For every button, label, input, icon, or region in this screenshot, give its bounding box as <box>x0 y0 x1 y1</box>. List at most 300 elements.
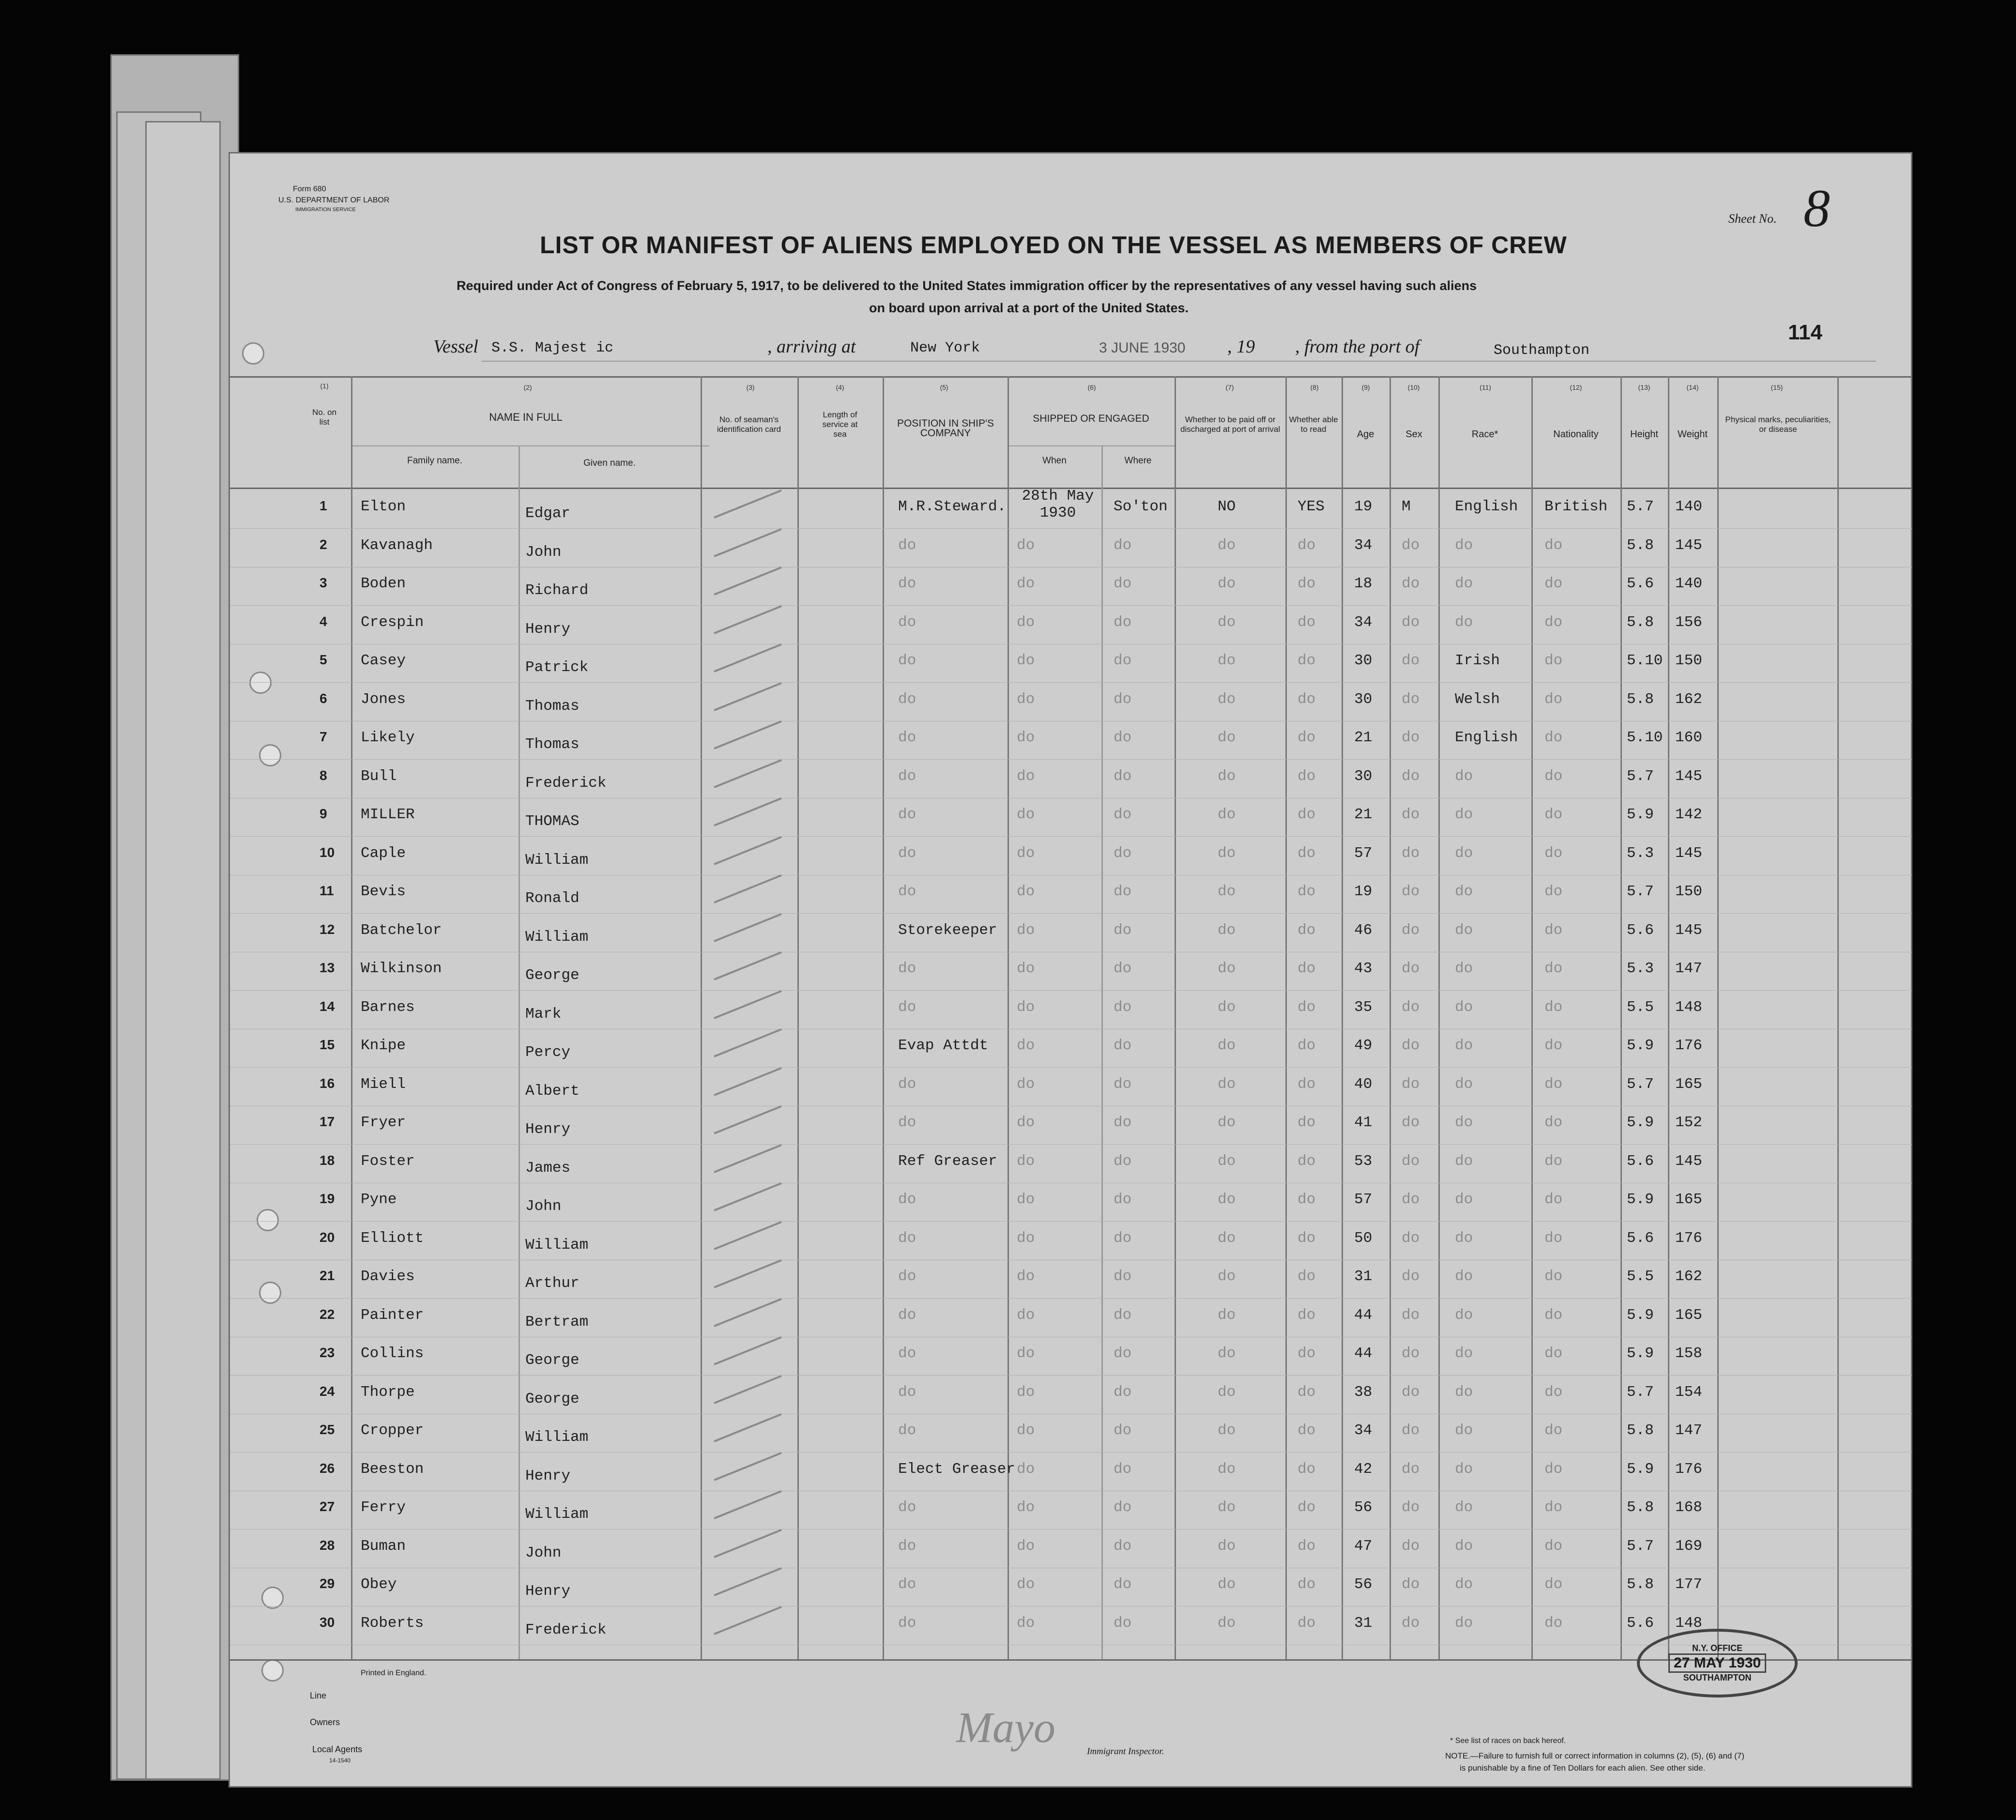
height: 5.10 <box>1627 729 1663 746</box>
race: do <box>1455 767 1473 785</box>
height: 5.3 <box>1627 960 1654 977</box>
shipped-when: do <box>1017 1306 1035 1324</box>
row-number: 14 <box>320 998 335 1014</box>
header-nationality: Nationality <box>1553 429 1599 440</box>
shipped-where: do <box>1114 1576 1132 1593</box>
height: 5.8 <box>1627 690 1654 708</box>
position: do <box>898 1383 916 1401</box>
table-row <box>230 1301 1912 1338</box>
paid-off: do <box>1218 729 1236 746</box>
paid-off: do <box>1218 1306 1236 1324</box>
paid-off: do <box>1218 883 1236 900</box>
check-mark <box>714 1606 782 1635</box>
vessel-label: Vessel <box>433 336 478 357</box>
row-rule <box>230 1375 1912 1376</box>
race: Irish <box>1455 652 1500 669</box>
weight: 145 <box>1675 767 1702 785</box>
able-to-read: do <box>1298 1268 1316 1285</box>
shipped-where: do <box>1114 1114 1132 1131</box>
position: Elect Greaser <box>898 1460 1015 1478</box>
weight: 165 <box>1675 1075 1702 1093</box>
row-number: 28 <box>320 1537 335 1553</box>
family-name: Beeston <box>361 1460 424 1478</box>
able-to-read: do <box>1298 844 1316 862</box>
nationality: do <box>1544 998 1563 1016</box>
age: 19 <box>1354 498 1373 515</box>
nationality: do <box>1544 1614 1563 1632</box>
race: do <box>1455 1268 1473 1285</box>
check-mark <box>714 1298 782 1327</box>
row-number: 12 <box>320 921 335 937</box>
family-name: Jones <box>361 690 406 708</box>
row-number: 16 <box>320 1075 335 1091</box>
shipped-when: do <box>1017 998 1035 1016</box>
stamp-bottom: SOUTHAMPTON <box>1683 1673 1752 1682</box>
header-sex: Sex <box>1405 429 1422 440</box>
weight: 162 <box>1675 690 1702 708</box>
stamp-top: N.Y. OFFICE <box>1692 1643 1742 1653</box>
sex: do <box>1402 806 1420 823</box>
header-age: Age <box>1357 429 1375 440</box>
row-rule <box>230 528 1912 529</box>
nationality: do <box>1544 1037 1563 1054</box>
sex: do <box>1402 1383 1420 1401</box>
paid-off: do <box>1218 1075 1236 1093</box>
age: 44 <box>1354 1306 1373 1324</box>
table-row <box>230 1262 1912 1299</box>
sex: do <box>1402 1345 1420 1362</box>
age: 34 <box>1354 1422 1373 1439</box>
footer-line-label: Line <box>310 1691 327 1700</box>
table-row <box>230 1455 1912 1492</box>
able-to-read: do <box>1298 575 1316 592</box>
check-mark <box>714 1221 782 1250</box>
race: do <box>1455 1460 1473 1478</box>
age: 21 <box>1354 806 1373 823</box>
able-to-read: do <box>1298 1499 1316 1516</box>
able-to-read: do <box>1298 1537 1316 1555</box>
height: 5.7 <box>1627 1537 1654 1555</box>
height: 5.7 <box>1627 498 1654 515</box>
height: 5.7 <box>1627 1075 1654 1093</box>
header-position: POSITION IN SHIP'S COMPANY <box>897 418 994 439</box>
height: 5.8 <box>1627 613 1654 631</box>
row-number: 10 <box>320 844 335 860</box>
row-number: 17 <box>320 1114 335 1129</box>
given-name: George <box>525 1352 580 1369</box>
table-row <box>230 646 1912 683</box>
shipped-subheader-rule <box>1008 445 1175 446</box>
form-number: Form 680 <box>293 185 326 193</box>
sex: do <box>1402 652 1420 669</box>
table-top-rule <box>230 376 1912 378</box>
paid-off: do <box>1218 767 1236 785</box>
table-row <box>230 993 1912 1030</box>
paid-off: do <box>1218 1268 1236 1285</box>
age: 49 <box>1354 1037 1373 1054</box>
weight: 145 <box>1675 1152 1702 1170</box>
family-name: Thorpe <box>361 1383 415 1401</box>
row-number: 21 <box>320 1268 335 1283</box>
height: 5.7 <box>1627 883 1654 900</box>
position: do <box>898 575 916 592</box>
shipped-where: do <box>1114 1383 1132 1401</box>
family-name: Knipe <box>361 1037 406 1054</box>
position: do <box>898 998 916 1016</box>
family-name: Casey <box>361 652 406 669</box>
column-number: (3) <box>746 383 755 391</box>
vessel-underline <box>482 361 1876 362</box>
height: 5.6 <box>1627 1614 1654 1632</box>
able-to-read: do <box>1298 1460 1316 1478</box>
table-row <box>230 1147 1912 1184</box>
arriving-label: , arriving at <box>767 336 856 357</box>
shipped-where: do <box>1114 1537 1132 1555</box>
family-name: Wilkinson <box>361 960 442 977</box>
age: 56 <box>1354 1576 1373 1593</box>
row-rule <box>230 1298 1912 1299</box>
weight: 165 <box>1675 1306 1702 1324</box>
position: do <box>898 1306 916 1324</box>
header-shipped: SHIPPED OR ENGAGED <box>1033 413 1149 424</box>
given-name: Mark <box>525 1005 562 1023</box>
shipped-when: do <box>1017 1537 1035 1555</box>
position: do <box>898 1422 916 1439</box>
paid-off: do <box>1218 1345 1236 1362</box>
able-to-read: do <box>1298 1383 1316 1401</box>
sex: do <box>1402 998 1420 1016</box>
shipped-where: do <box>1114 613 1132 631</box>
weight: 150 <box>1675 652 1702 669</box>
subtitle-1: Required under Act of Congress of February 5, 1917, to be delivered to the United States immigration officer by the representatives of any vessel having such aliens <box>457 278 1477 293</box>
race: English <box>1455 729 1518 746</box>
weight: 176 <box>1675 1037 1702 1054</box>
age: 44 <box>1354 1345 1373 1362</box>
paid-off: do <box>1218 921 1236 939</box>
nationality: do <box>1544 921 1563 939</box>
table-row <box>230 685 1912 722</box>
position: do <box>898 1075 916 1093</box>
position: do <box>898 960 916 977</box>
office-stamp <box>1637 1629 1798 1698</box>
race: do <box>1455 1114 1473 1131</box>
family-name: Fryer <box>361 1114 406 1131</box>
nationality: do <box>1544 613 1563 631</box>
sex: do <box>1402 1537 1420 1555</box>
paid-off: do <box>1218 1537 1236 1555</box>
header-weight: Weight <box>1678 429 1708 440</box>
position: do <box>898 1191 916 1208</box>
able-to-read: do <box>1298 998 1316 1016</box>
weight: 156 <box>1675 613 1702 631</box>
table-row <box>230 531 1912 568</box>
shipped-where: So'ton <box>1114 498 1168 515</box>
shipped-when: do <box>1017 1422 1035 1439</box>
table-row <box>230 1185 1912 1222</box>
paid-off: do <box>1218 690 1236 708</box>
paid-off: do <box>1218 1114 1236 1131</box>
row-number: 6 <box>320 690 327 706</box>
given-name: William <box>525 851 589 869</box>
weight: 176 <box>1675 1229 1702 1247</box>
shipped-when: do <box>1017 536 1035 554</box>
weight: 145 <box>1675 921 1702 939</box>
weight: 152 <box>1675 1114 1702 1131</box>
check-mark <box>714 566 782 596</box>
height: 5.9 <box>1627 806 1654 823</box>
age: 57 <box>1354 1191 1373 1208</box>
given-name: Thomas <box>525 697 580 715</box>
header-height: Height <box>1630 429 1658 440</box>
age: 30 <box>1354 652 1373 669</box>
race: do <box>1455 998 1473 1016</box>
age: 34 <box>1354 613 1373 631</box>
nationality: do <box>1544 1460 1563 1478</box>
age: 38 <box>1354 1383 1373 1401</box>
given-name: Henry <box>525 1467 571 1484</box>
family-name: Painter <box>361 1306 424 1324</box>
given-name: George <box>525 1390 580 1407</box>
table-row <box>230 916 1912 953</box>
weight: 148 <box>1675 998 1702 1016</box>
nationality: do <box>1544 1114 1563 1131</box>
row-number: 25 <box>320 1422 335 1437</box>
table-row <box>230 877 1912 914</box>
race: do <box>1455 1191 1473 1208</box>
page-title: LIST OR MANIFEST OF ALIENS EMPLOYED ON THE VESSEL AS MEMBERS OF CREW <box>540 231 1567 259</box>
given-name: Richard <box>525 582 589 599</box>
shipped-when: do <box>1017 960 1035 977</box>
nationality: do <box>1544 1191 1563 1208</box>
paid-off: do <box>1218 1422 1236 1439</box>
race: do <box>1455 1152 1473 1170</box>
nationality: do <box>1544 883 1563 900</box>
height: 5.7 <box>1627 1383 1654 1401</box>
sex: do <box>1402 1614 1420 1632</box>
sex: do <box>1402 729 1420 746</box>
page-number: 114 <box>1788 321 1822 344</box>
given-name: Albert <box>525 1082 580 1100</box>
able-to-read: do <box>1298 1075 1316 1093</box>
sex: do <box>1402 575 1420 592</box>
weight: 145 <box>1675 844 1702 862</box>
position: do <box>898 1614 916 1632</box>
sex: M <box>1402 498 1411 515</box>
check-mark <box>714 1529 782 1558</box>
able-to-read: do <box>1298 1345 1316 1362</box>
nationality: British <box>1544 498 1608 515</box>
position: do <box>898 536 916 554</box>
family-name: Elliott <box>361 1229 424 1247</box>
nationality: do <box>1544 1422 1563 1439</box>
table-row <box>230 1070 1912 1107</box>
able-to-read: do <box>1298 652 1316 669</box>
table-row <box>230 488 1912 529</box>
position: do <box>898 1576 916 1593</box>
printed-note: Printed in England. <box>361 1669 427 1677</box>
column-number: (14) <box>1686 383 1699 391</box>
able-to-read: do <box>1298 921 1316 939</box>
shipped-where: do <box>1114 1152 1132 1170</box>
position: do <box>898 652 916 669</box>
nationality: do <box>1544 1345 1563 1362</box>
weight: 176 <box>1675 1460 1702 1478</box>
height: 5.8 <box>1627 1576 1654 1593</box>
check-mark <box>714 990 782 1019</box>
shipped-when: do <box>1017 1152 1035 1170</box>
row-rule <box>230 990 1912 991</box>
position: do <box>898 1499 916 1516</box>
position: do <box>898 729 916 746</box>
age: 41 <box>1354 1114 1373 1131</box>
given-name: Arthur <box>525 1275 580 1292</box>
able-to-read: do <box>1298 1152 1316 1170</box>
column-number: (1) <box>320 382 329 390</box>
row-number: 30 <box>320 1614 335 1630</box>
nationality: do <box>1544 806 1563 823</box>
given-name: Edgar <box>525 505 571 522</box>
age: 40 <box>1354 1075 1373 1093</box>
able-to-read: do <box>1298 613 1316 631</box>
row-number: 15 <box>320 1037 335 1052</box>
check-mark <box>714 1375 782 1404</box>
position: do <box>898 1345 916 1362</box>
sex: do <box>1402 1576 1420 1593</box>
paid-off: do <box>1218 536 1236 554</box>
race: do <box>1455 536 1473 554</box>
race: do <box>1455 806 1473 823</box>
height: 5.7 <box>1627 767 1654 785</box>
shipped-when: do <box>1017 1499 1035 1516</box>
column-number: (15) <box>1771 383 1783 391</box>
sex: do <box>1402 921 1420 939</box>
row-number: 13 <box>320 960 335 975</box>
age: 57 <box>1354 844 1373 862</box>
paid-off: do <box>1218 1229 1236 1247</box>
given-name: THOMAS <box>525 813 580 830</box>
height: 5.9 <box>1627 1460 1654 1478</box>
paid-off: do <box>1218 1152 1236 1170</box>
row-number: 11 <box>320 883 334 898</box>
position: do <box>898 844 916 862</box>
age: 31 <box>1354 1614 1373 1632</box>
sex: do <box>1402 883 1420 900</box>
header-when: When <box>1042 456 1067 466</box>
family-name: Davies <box>361 1268 415 1285</box>
check-mark <box>714 1182 782 1211</box>
nationality: do <box>1544 844 1563 862</box>
height: 5.6 <box>1627 921 1654 939</box>
position: do <box>898 806 916 823</box>
position: do <box>898 1537 916 1555</box>
position: Ref Greaser <box>898 1152 997 1170</box>
shipped-when: do <box>1017 1037 1035 1054</box>
row-number: 23 <box>320 1345 335 1360</box>
table-row <box>230 1416 1912 1453</box>
given-name: John <box>525 1198 562 1215</box>
footer-local-agents: Local Agents <box>312 1744 363 1754</box>
nationality: do <box>1544 1576 1563 1593</box>
shipped-where: do <box>1114 767 1132 785</box>
check-mark <box>714 759 782 788</box>
race: do <box>1455 960 1473 977</box>
shipped-where: do <box>1114 1614 1132 1632</box>
family-name: Elton <box>361 498 406 515</box>
given-name: Henry <box>525 620 571 638</box>
race: do <box>1455 1345 1473 1362</box>
family-name: Roberts <box>361 1614 424 1632</box>
paid-off: do <box>1218 1383 1236 1401</box>
able-to-read: do <box>1298 1114 1316 1131</box>
paid-off: do <box>1218 652 1236 669</box>
nationality: do <box>1544 1306 1563 1324</box>
weight: 165 <box>1675 1191 1702 1208</box>
nationality: do <box>1544 767 1563 785</box>
arrival-date: 3 JUNE 1930 <box>1099 340 1186 356</box>
column-number: (5) <box>940 383 948 391</box>
age: 46 <box>1354 921 1373 939</box>
nationality: do <box>1544 690 1563 708</box>
shipped-where: do <box>1114 1229 1132 1247</box>
table-row <box>230 723 1912 760</box>
paid-off: do <box>1218 1191 1236 1208</box>
height: 5.5 <box>1627 998 1654 1016</box>
nationality: do <box>1544 1537 1563 1555</box>
row-number: 26 <box>320 1460 335 1476</box>
shipped-when: do <box>1017 1114 1035 1131</box>
sex: do <box>1402 767 1420 785</box>
family-name: MILLER <box>361 806 415 823</box>
age: 42 <box>1354 1460 1373 1478</box>
weight: 168 <box>1675 1499 1702 1516</box>
fine-note-1: NOTE.—Failure to furnish full or correct information in columns (2), (5), (6) and (7) <box>1445 1751 1744 1760</box>
table-row <box>230 1493 1912 1530</box>
shipped-where: do <box>1114 1306 1132 1324</box>
row-rule <box>230 1144 1912 1145</box>
arriving-port: New York <box>910 340 980 356</box>
sex: do <box>1402 613 1420 631</box>
height: 5.9 <box>1627 1037 1654 1054</box>
column-number: (13) <box>1638 383 1650 391</box>
paid-off: do <box>1218 806 1236 823</box>
sex: do <box>1402 1229 1420 1247</box>
family-name: Caple <box>361 844 406 862</box>
able-to-read: do <box>1298 806 1316 823</box>
check-mark <box>714 1490 782 1519</box>
weight: 148 <box>1675 1614 1702 1632</box>
check-mark <box>714 605 782 634</box>
height: 5.8 <box>1627 1422 1654 1439</box>
back-sheet <box>145 121 221 1780</box>
shipped-when: do <box>1017 1191 1035 1208</box>
position: do <box>898 613 916 631</box>
sheet-number: 8 <box>1803 179 1830 238</box>
vessel-name: S.S. Majest ic <box>491 340 614 356</box>
shipped-where: do <box>1114 1075 1132 1093</box>
shipped-where: do <box>1114 690 1132 708</box>
nationality: do <box>1544 536 1563 554</box>
family-name: Batchelor <box>361 921 442 939</box>
age: 35 <box>1354 998 1373 1016</box>
header-no-on-list: No. on list <box>312 408 337 427</box>
nationality: do <box>1544 729 1563 746</box>
row-number: 19 <box>320 1191 335 1206</box>
sex: do <box>1402 1499 1420 1516</box>
able-to-read: do <box>1298 1576 1316 1593</box>
paid-off: do <box>1218 1614 1236 1632</box>
able-to-read: do <box>1298 1037 1316 1054</box>
given-name: Ronald <box>525 890 580 907</box>
